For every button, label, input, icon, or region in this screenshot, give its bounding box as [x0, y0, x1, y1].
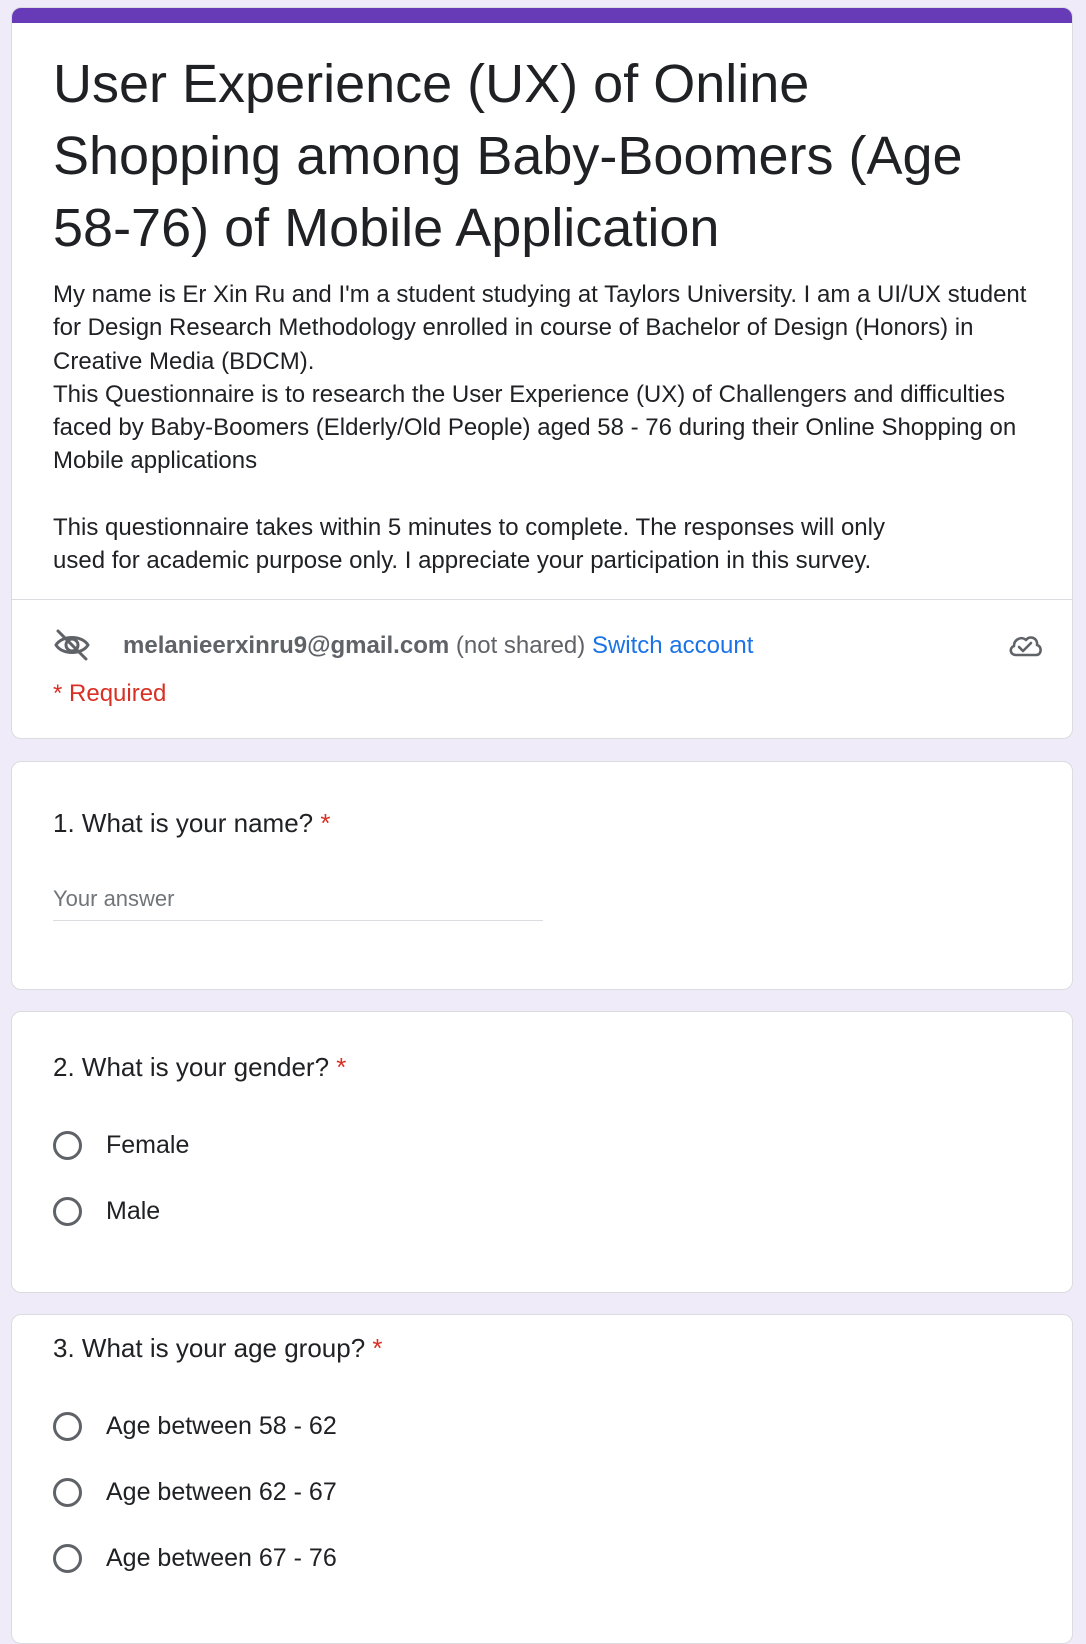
radio-button[interactable]	[53, 1412, 82, 1441]
question-title	[53, 1331, 383, 1365]
option-label: Male	[106, 1197, 161, 1225]
option-label: Age between 62 - 67	[106, 1478, 337, 1506]
cloud-done-icon	[1007, 631, 1043, 659]
required-asterisk: *	[336, 1052, 347, 1082]
radio-button[interactable]	[53, 1478, 82, 1507]
radio-option-male[interactable]	[53, 1195, 653, 1235]
question-label: 2. What is your gender?	[53, 1052, 330, 1082]
option-label: Female	[106, 1131, 190, 1159]
accent-bar	[12, 8, 1072, 23]
radio-button[interactable]	[53, 1131, 82, 1160]
radio-option-female[interactable]	[53, 1129, 653, 1169]
radio-button[interactable]	[53, 1197, 82, 1226]
switch-account-link[interactable]: Switch account	[591, 632, 754, 659]
radio-button[interactable]	[53, 1544, 82, 1573]
divider	[12, 599, 1072, 600]
radio-option-age-58-62[interactable]	[53, 1410, 653, 1450]
question-label: 1. What is your name?	[53, 808, 314, 838]
radio-option-age-67-76[interactable]	[53, 1542, 653, 1582]
required-note: * Required	[53, 680, 167, 707]
radio-option-age-62-67[interactable]	[53, 1476, 653, 1516]
option-label: Age between 67 - 76	[106, 1544, 337, 1572]
visibility-off-icon	[53, 628, 91, 662]
account-email: melanieerxinru9@gmail.com	[123, 632, 450, 659]
name-answer-input[interactable]	[53, 878, 543, 921]
question-title	[53, 1050, 346, 1084]
question-label: 3. What is your age group?	[53, 1333, 366, 1363]
question-card-name	[11, 761, 1073, 990]
required-asterisk: *	[372, 1333, 383, 1363]
question-card-age-group	[11, 1314, 1073, 1644]
form-header-card	[11, 7, 1073, 739]
account-info	[123, 631, 753, 661]
option-label: Age between 58 - 62	[106, 1412, 337, 1440]
account-row	[53, 623, 1043, 667]
question-card-gender	[11, 1011, 1073, 1293]
not-shared-note: (not shared)	[455, 632, 586, 659]
question-title	[53, 806, 330, 840]
required-asterisk: *	[320, 808, 331, 838]
form-description: My name is Er Xin Ru and I'm a student studying at Taylors University. I am a UI/UX student for Design Research Methodology enrolled in course of Bachelor of Design (Honors) in Creative Media (BDCM). This Questionnaire is to research the User Experience (UX) of Challengers and difficulties faced by Baby-Boomers (Elderly/Old People) aged 58 - 76 during their Online Shopping on Mobile applications This questionnaire takes within 5 minutes to complete. The responses will only used for academic purpose only. I appreciate your participation in this survey.	[53, 281, 1027, 575]
form-title: User Experience (UX) of Online Shopping among Baby-Boomers (Age 58-76) of Mobile Application	[53, 54, 963, 258]
